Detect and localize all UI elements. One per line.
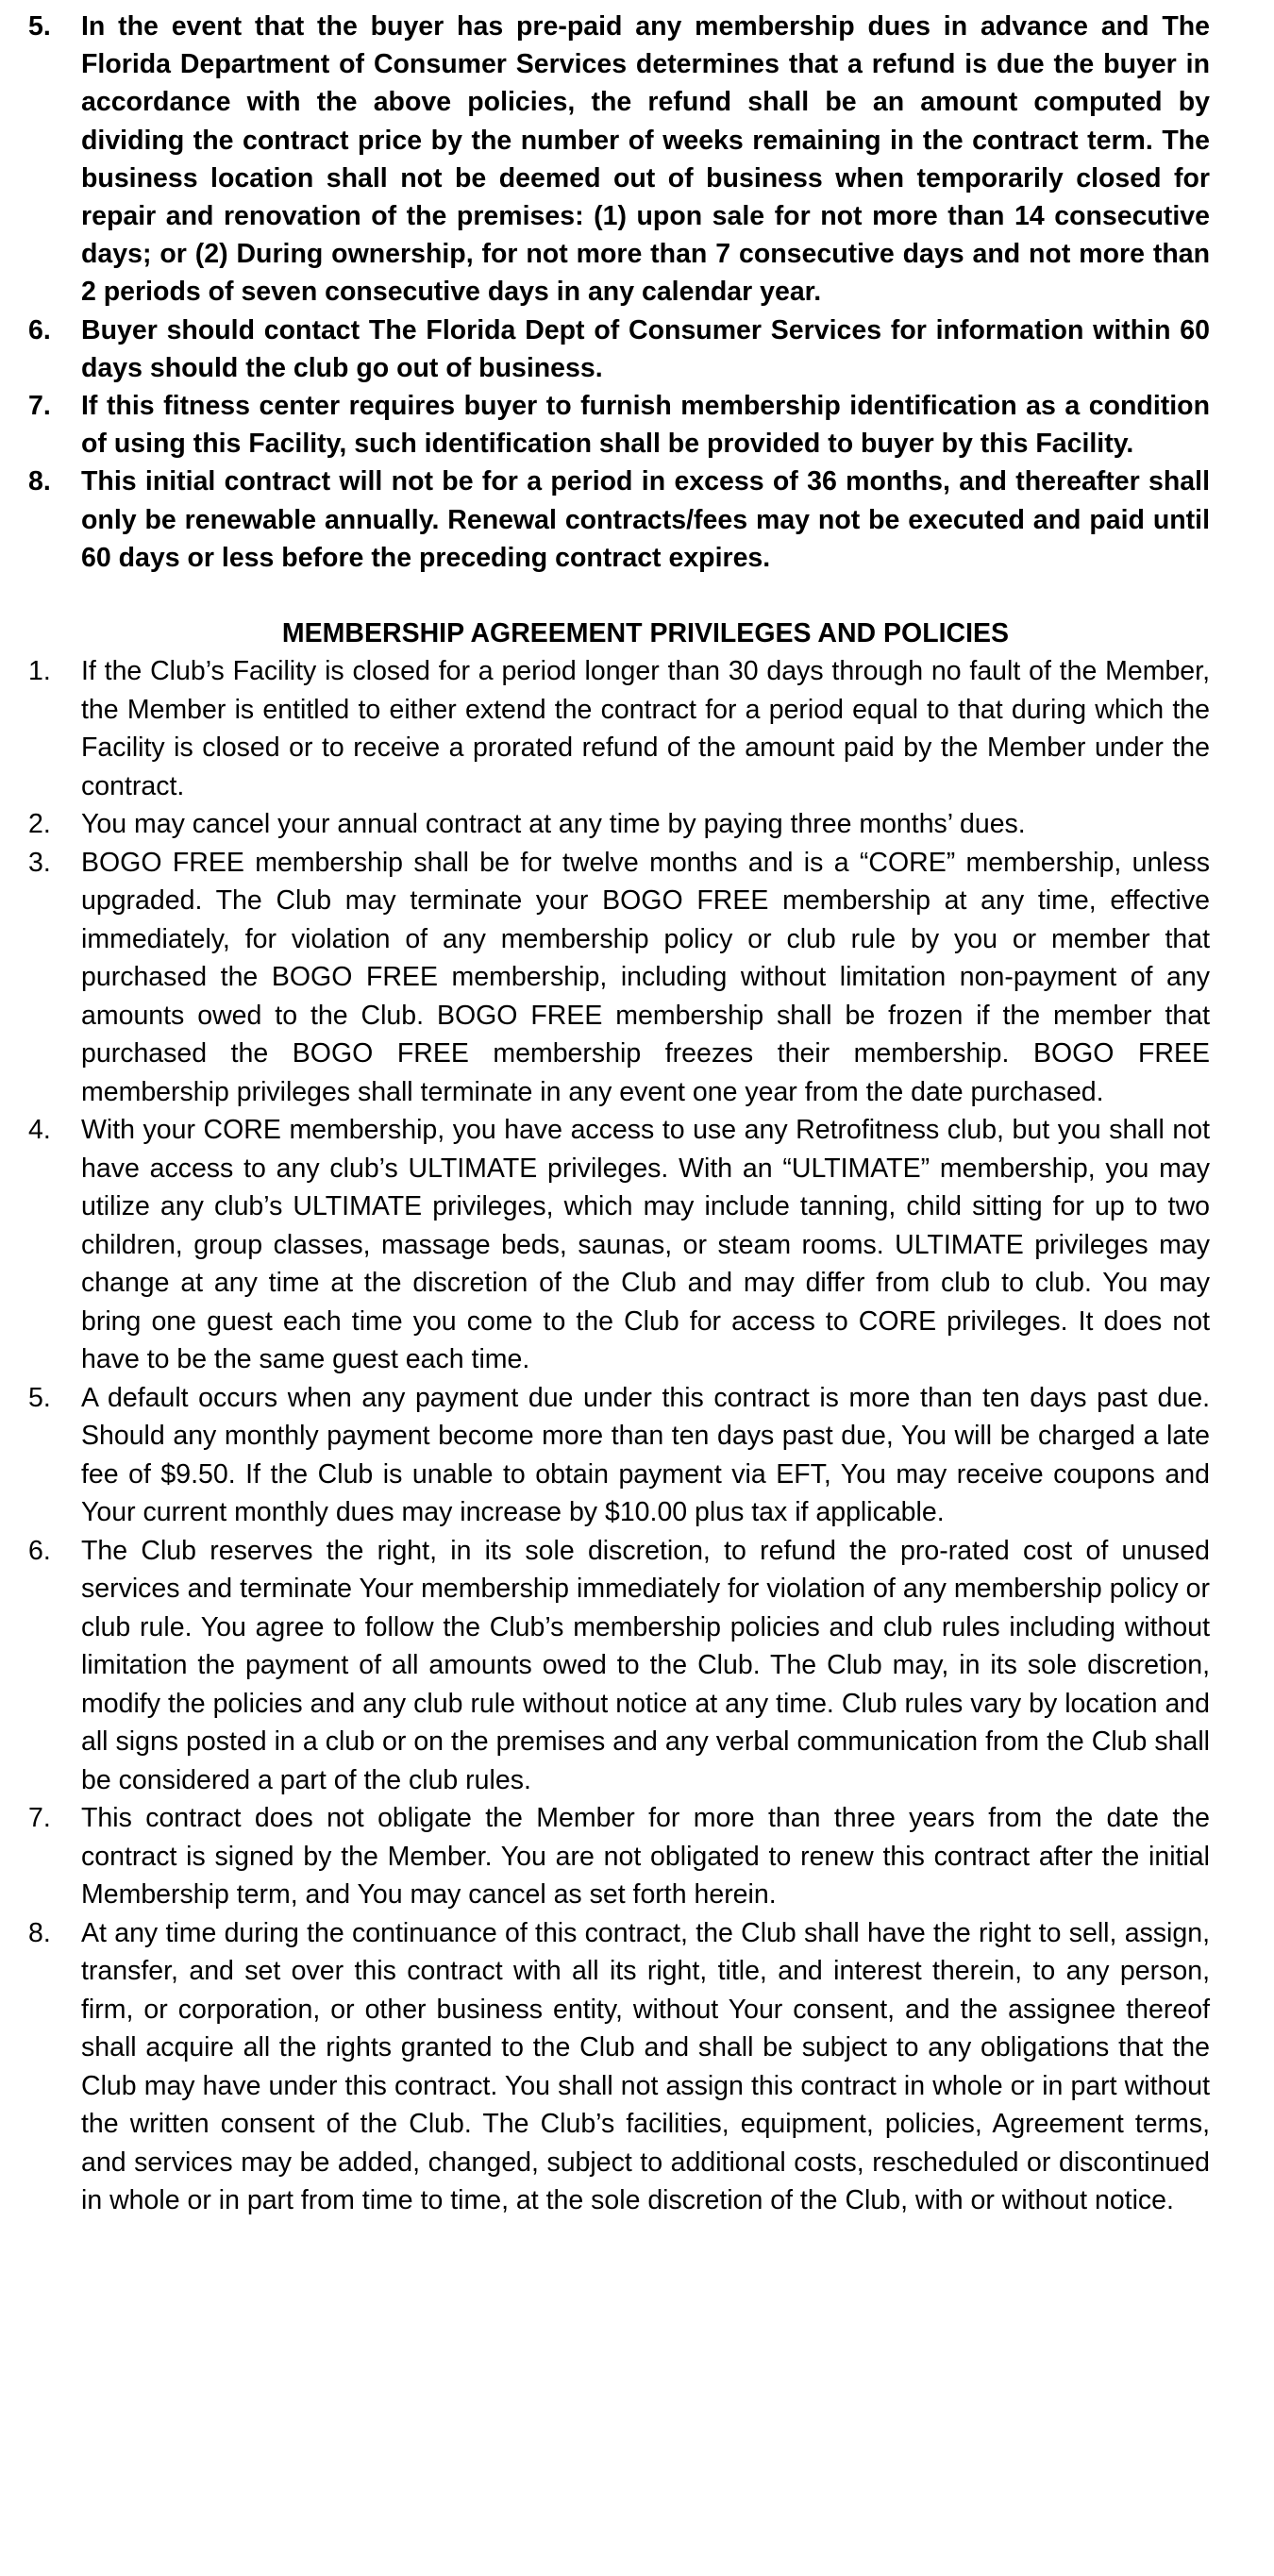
item-number: 7. — [28, 1803, 51, 1834]
list-item — [28, 1799, 1210, 1914]
policies-list — [28, 652, 1210, 2220]
item-number: 8. — [28, 466, 51, 497]
item-number: 2. — [28, 809, 51, 840]
item-text: If this fitness center requires buyer to furnish membership identification as a condition of using this Facility, such identification shall be provided to buyer by this Facility. — [81, 391, 1210, 460]
list-item — [28, 8, 1210, 311]
list-item — [28, 844, 1210, 1112]
list-item — [28, 463, 1210, 577]
buyer-rights-list — [28, 8, 1210, 577]
list-item — [28, 652, 1210, 805]
item-number: 5. — [28, 1382, 51, 1413]
item-number: 6. — [28, 1535, 51, 1566]
list-item — [28, 1111, 1210, 1379]
item-number: 7. — [28, 391, 51, 422]
item-number: 6. — [28, 314, 51, 345]
item-text: With your CORE membership, you have access to use any Retrofitness club, but you shall not have access to any club’s ULTIMATE privileges. With an “ULTIMATE” membership, you may utilize any club’s ULTIMATE privileges, which may include tanning, child sitting for up to two children, group classes, massage beds, saunas, or steam rooms. ULTIMATE privileges may change at any time at the discretion of the Club and may differ from club to club. You may bring one guest each time you come to the Club for access to CORE privileges. It does not have to be the same guest each time. — [81, 1115, 1210, 1375]
item-text: BOGO FREE membership shall be for twelve months and is a “CORE” membership, unless upgraded. The Club may terminate your BOGO FREE membership at any time, effective immediately, for violation of any membership policy or club rule by you or member that purchased the BOGO FREE membership, including without limitation non-payment of any amounts owed to the Club. BOGO FREE membership shall be frozen if the member that purchased the BOGO FREE membership freezes their membership. BOGO FREE membership privileges shall terminate in any event one year from the date purchased. — [81, 847, 1210, 1107]
list-item — [28, 805, 1210, 844]
item-text: A default occurs when any payment due under this contract is more than ten days past due. Should any monthly payment become more than ten days past due, You will be charged a late fee of $9.50. If the Club is unable to obtain payment via EFT, You may receive coupons and Your current monthly dues may increase by $10.00 plus tax if applicable. — [81, 1382, 1210, 1528]
list-item — [28, 1914, 1210, 2220]
item-text: This contract does not obligate the Member for more than three years from the date the contract is signed by the Member. You are not obligated to renew this contract after the initial Membership term, and You may cancel as set forth herein. — [81, 1803, 1210, 1911]
item-text: This initial contract will not be for a period in excess of 36 months, and thereafter shall only be renewable annually. Renewal contracts/fees may not be executed and paid until 60 days or less before the preceding contract expires. — [81, 466, 1210, 573]
list-item — [28, 1532, 1210, 1800]
item-text: If the Club’s Facility is closed for a period longer than 30 days through no fault of the Member, the Member is entitled to either extend the contract for a period equal to that during which the Facility is closed or to receive a prorated refund of the amount paid by the Member under the contract. — [81, 656, 1210, 801]
item-number: 1. — [28, 656, 51, 687]
item-number: 8. — [28, 1917, 51, 1948]
list-item — [28, 387, 1210, 463]
item-number: 5. — [28, 11, 51, 42]
list-item — [28, 1379, 1210, 1532]
item-text: You may cancel your annual contract at any time by paying three months’ dues. — [81, 809, 1026, 840]
item-text: At any time during the continuance of this contract, the Club shall have the right to sell, assign, transfer, and set over this contract with all its right, title, and interest therein, to any person, firm, or corporation, or other business entity, without Your consent, and the assignee thereof shall acquire all the rights granted to the Club and shall be subject to any obligations that the Club may have under this contract. You shall not assign this contract in whole or in part without the written consent of the Club. The Club’s facilities, equipment, policies, Agreement terms, and services may be added, changed, subject to additional costs, rescheduled or discontinued in whole or in part from time to time, at the sole discretion of the Club, with or without notice. — [81, 1917, 1210, 2216]
item-number: 3. — [28, 847, 51, 878]
item-text: In the event that the buyer has pre-paid any membership dues in advance and The Florida Department of Consumer Services determines that a refund is due the buyer in accordance with the above policies, the refund shall be an amount computed by dividing the contract price by the number of weeks remaining in the contract term. The business location shall not be deemed out of business when temporarily closed for repair and renovation of the premises: (1) upon sale for not more than 14 consecutive days; or (2) During ownership, for not more than 7 consecutive days and not more than 2 periods of seven consecutive days in any calendar year. — [81, 11, 1210, 308]
item-number: 4. — [28, 1115, 51, 1146]
item-text: The Club reserves the right, in its sole discretion, to refund the pro-rated cost of unused services and terminate Your membership immediately for violation of any membership policy or club rule. You agree to follow the Club’s membership policies and club rules including without limitation the payment of all amounts owed to the Club. The Club may, in its sole discretion, modify the policies and any club rule without notice at any time. Club rules vary by location and all signs posted in a club or on the premises and any verbal communication from the Club shall be considered a part of the club rules. — [81, 1535, 1210, 1795]
list-item — [28, 311, 1210, 387]
section-heading: MEMBERSHIP AGREEMENT PRIVILEGES AND POLICIES — [281, 618, 1010, 649]
item-text: Buyer should contact The Florida Dept of Consumer Services for information within 60 days should the club go out of business. — [81, 314, 1210, 383]
